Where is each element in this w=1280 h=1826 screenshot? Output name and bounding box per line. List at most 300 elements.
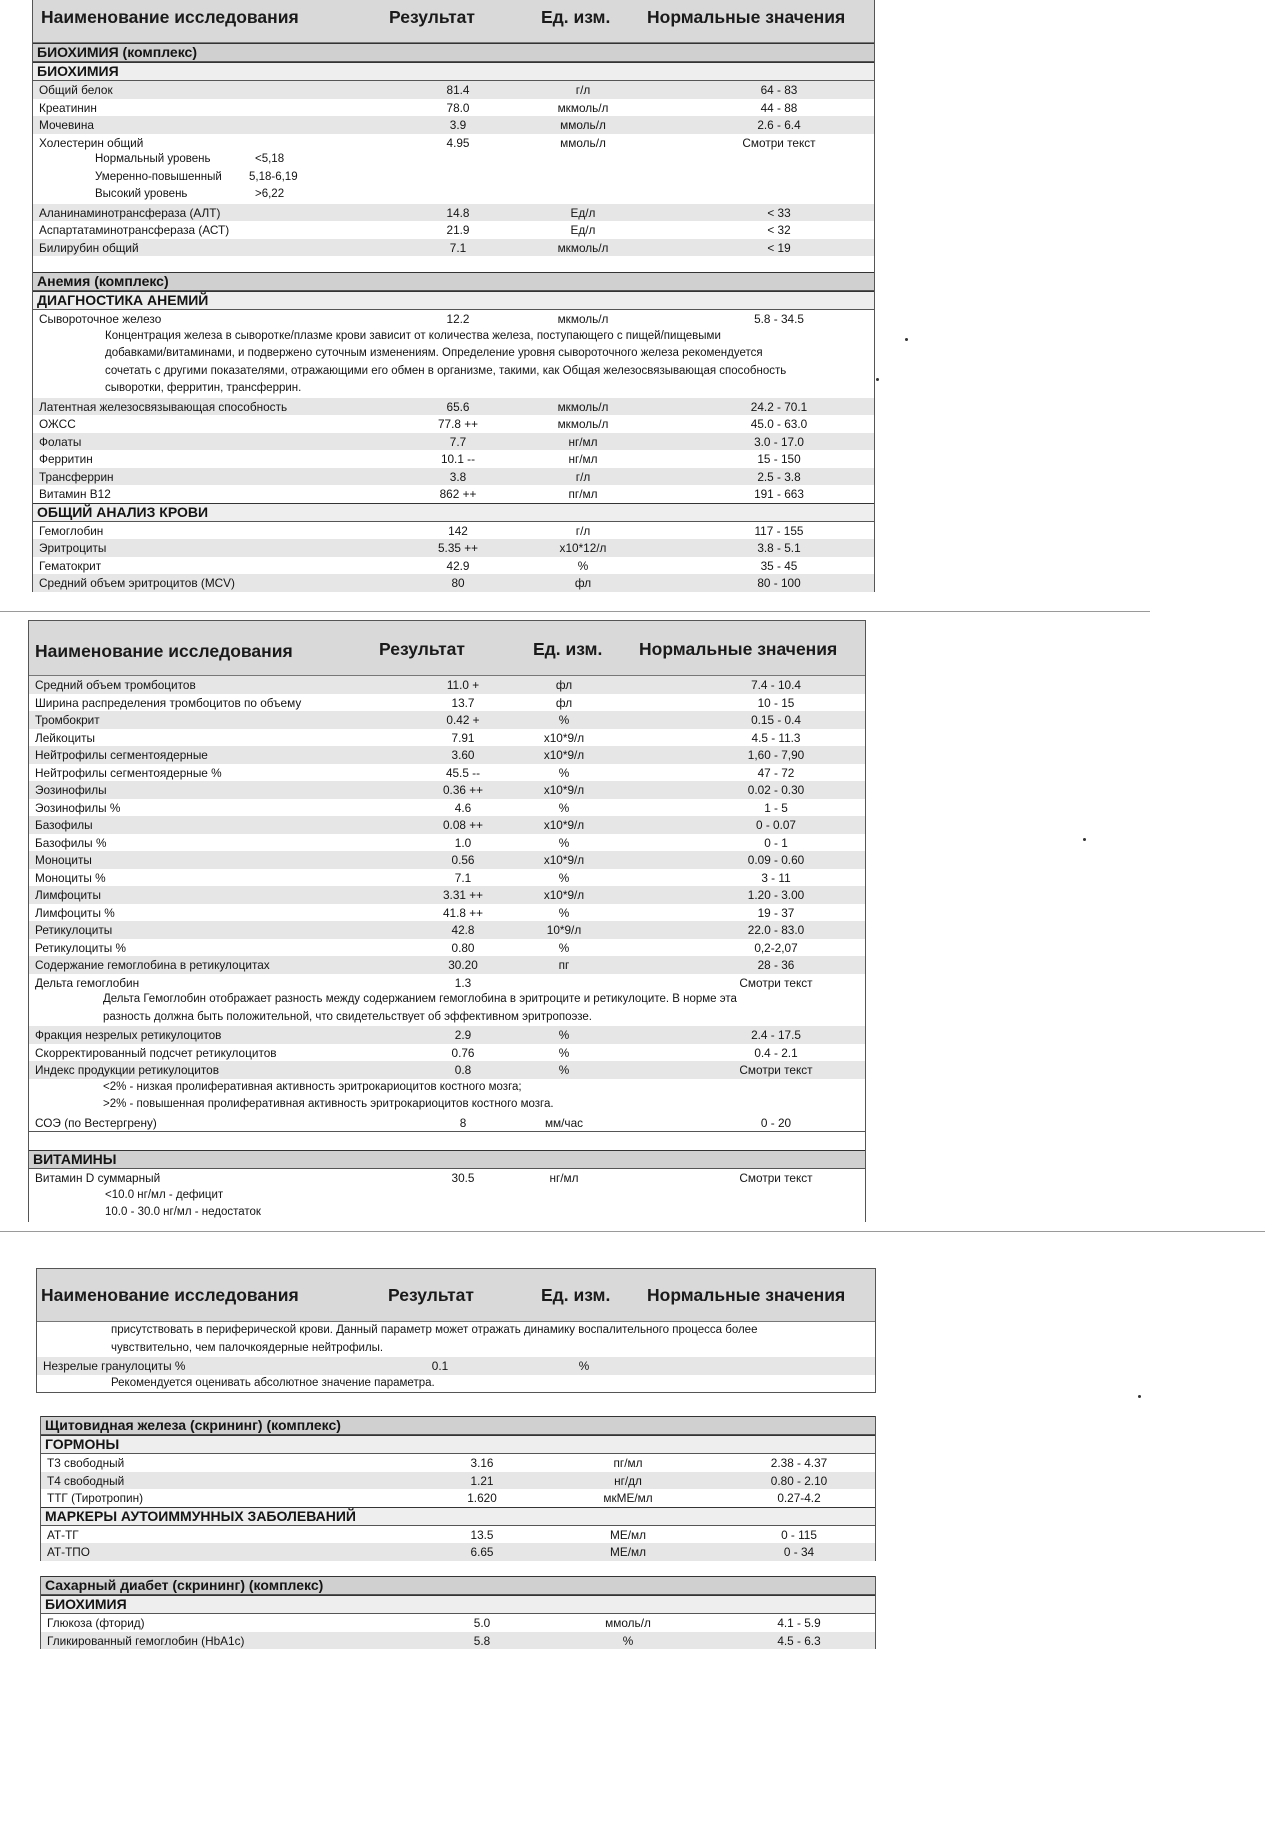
row-result: 3.8: [449, 469, 467, 484]
row-result: 41.8 ++: [442, 905, 484, 920]
row-norm: 4.5 - 6.3: [777, 1633, 821, 1648]
row-result: 5.35 ++: [437, 541, 479, 555]
complex-title: БИОХИМИЯ (комплекс): [33, 43, 874, 62]
table-row: [29, 974, 865, 992]
row-result: 81.4: [446, 83, 470, 97]
row-result: 1.0: [454, 835, 472, 850]
row-name: Моноциты: [35, 853, 92, 867]
row-unit: x10*9/л: [543, 748, 585, 762]
row-unit: %: [558, 1063, 570, 1077]
row-name: СОЭ (по Вестергрену): [35, 1115, 157, 1130]
table-row: [29, 781, 865, 799]
table-row: [33, 433, 874, 451]
table-row: [33, 574, 874, 592]
row-norm: 45.0 - 63.0: [750, 417, 808, 431]
row-norm: 1,60 - 7,90: [747, 748, 805, 762]
table-row: [33, 557, 874, 575]
row-result: 3.60: [451, 748, 475, 762]
row-unit: %: [558, 800, 570, 815]
row-name: Аспартатаминотрансфераза (АСТ): [39, 223, 230, 237]
row-unit: x10*9/л: [543, 730, 585, 745]
chol-level-row: [33, 169, 874, 187]
chol-level-row: [33, 151, 874, 169]
chol-level-label: Умеренно-повышенный: [95, 170, 222, 183]
table-row: [33, 398, 874, 416]
table-row: [33, 81, 874, 99]
note-line: Рекомендуется оценивать абсолютное значение параметра.: [111, 1376, 435, 1389]
section-title: ДИАГНОСТИКА АНЕМИЙ: [33, 291, 874, 310]
table-row: [29, 1114, 865, 1133]
row-name: Ферритин: [39, 452, 93, 466]
ig-intro-note: [37, 1322, 875, 1357]
header-name: Наименование исследования: [41, 7, 299, 27]
complex-title: Анемия (комплекс): [33, 272, 874, 291]
row-unit: 10*9/л: [546, 923, 582, 937]
row-unit: ммоль/л: [605, 1616, 651, 1630]
row-result: 21.9: [446, 223, 470, 237]
row-norm: 4.5 - 11.3: [751, 730, 801, 745]
row-unit: %: [577, 558, 589, 573]
row-unit: мкМЕ/мл: [603, 1491, 653, 1505]
row-name: Скорректированный подсчет ретикулоцитов: [35, 1045, 277, 1060]
table-row: [29, 816, 865, 834]
row-norm: 0 - 0.07: [755, 818, 796, 832]
table-row: [29, 711, 865, 729]
table-row: [29, 764, 865, 782]
row-unit: %: [558, 835, 570, 850]
note-line: присутствовать в периферической крови. Данный параметр может отражать динамику воспалительного процесса более: [111, 1324, 758, 1336]
header-norm: Нормальные значения: [639, 639, 838, 659]
row-name: Витамин D суммарный: [35, 1171, 161, 1185]
row-result: 13.5: [470, 1527, 494, 1542]
header-unit: Ед. изм.: [541, 1285, 611, 1305]
header-name: Наименование исследования: [41, 1285, 299, 1305]
note-line: сочетать с другими показателями, отражающими его обмен в организме, такими, как Общая железосвязывающая способность: [105, 364, 787, 377]
row-norm: 0 - 20: [760, 1115, 792, 1130]
table-row: [33, 134, 874, 152]
rows-container: [33, 398, 874, 503]
row-result: 3.16: [470, 1456, 494, 1470]
row-norm: 0 - 34: [783, 1545, 815, 1559]
row-unit: мкмоль/л: [557, 312, 609, 326]
row-name: Билирубин общий: [39, 240, 139, 255]
row-name: Гематокрит: [39, 558, 102, 573]
delta-note: [29, 991, 865, 1026]
row-unit: %: [622, 1633, 634, 1648]
row-norm: 0.15 - 0.4: [751, 713, 801, 727]
row-result: 1.3: [454, 975, 472, 990]
row-result: 80: [451, 576, 465, 590]
row-unit: ммоль/л: [560, 135, 606, 150]
row-norm: 2.38 - 4.37: [770, 1456, 828, 1470]
row-unit: %: [558, 905, 570, 920]
row-result: 5.0: [473, 1616, 491, 1630]
header-result: Результат: [379, 639, 465, 659]
row-name: АТ-ТПО: [47, 1545, 90, 1559]
section-title: БИОХИМИЯ: [41, 1595, 875, 1614]
row-name: Эритроциты: [39, 541, 107, 555]
row-name: Фолаты: [39, 434, 82, 449]
row-unit: ммоль/л: [560, 118, 606, 132]
row-name: Сывороточное железо: [39, 312, 162, 326]
row-norm: 44 - 88: [760, 100, 798, 115]
row-result: 7.1: [449, 240, 467, 255]
scan-speck: [905, 338, 908, 341]
row-result: 3.31 ++: [442, 888, 484, 902]
row-result: 13.7: [451, 695, 475, 710]
row-norm: < 33: [767, 205, 791, 220]
table-row: [29, 939, 865, 957]
note-line: Дельта Гемоглобин отображает разность между содержанием гемоглобина в эритроците и ретикулоците. В норме эта: [103, 993, 737, 1005]
row-unit: мкмоль/л: [557, 100, 609, 115]
table-row: [33, 485, 874, 503]
complex-title: Сахарный диабет (скрининг) (комплекс): [41, 1576, 875, 1595]
header-unit: Ед. изм.: [533, 639, 603, 659]
row-norm: 5.8 - 34.5: [754, 312, 804, 326]
table-row: [41, 1454, 875, 1472]
row-result: 4.6: [454, 800, 472, 815]
row-name: АТ-ТГ: [47, 1527, 79, 1542]
row-result: 1.21: [470, 1473, 494, 1488]
row-result: 12.2: [446, 312, 470, 326]
row-norm: 0.09 - 0.60: [747, 853, 805, 867]
rows-container: [29, 1026, 865, 1079]
row-unit: пг/мл: [613, 1456, 643, 1470]
table-row: [29, 1169, 865, 1187]
row-unit: нг/дл: [614, 1473, 642, 1488]
row-name: Дельта гемоглобин: [35, 975, 140, 990]
row-name: Моноциты %: [35, 870, 106, 885]
row-norm: 19 - 37: [757, 905, 795, 920]
row-norm: 3.0 - 17.0: [754, 434, 804, 449]
table-row: [29, 921, 865, 939]
row-norm: 22.0 - 83.0: [747, 923, 805, 937]
row-result: 30.20: [448, 958, 478, 972]
row-name: Средний объем тромбоцитов: [35, 678, 196, 692]
row-unit: x10*9/л: [543, 853, 585, 867]
row-result: 30.5: [451, 1171, 475, 1185]
section-title: ГОРМОНЫ: [41, 1435, 875, 1454]
table-row: [33, 522, 874, 540]
row-norm: Смотри текст: [739, 975, 813, 990]
row-name: Холестерин общий: [39, 135, 144, 150]
row-name: Ретикулоциты: [35, 923, 113, 937]
chol-level-label: Нормальный уровень: [95, 153, 211, 165]
row-unit: фл: [555, 695, 573, 710]
header-result: Результат: [389, 7, 475, 27]
row-result: 77.8 ++: [437, 417, 479, 431]
note-line: чувствительно, чем палочкоядерные нейтрофилы.: [111, 1341, 384, 1354]
note-line: разность должна быть положительной, что свидетельствует об эффективном эритропоэзе.: [103, 1010, 592, 1023]
table-row: [41, 1614, 875, 1632]
row-unit: пг/мл: [568, 487, 598, 501]
row-unit: г/л: [575, 83, 591, 97]
row-result: 4.95: [446, 135, 470, 150]
row-name: Глюкоза (фторид): [47, 1616, 145, 1630]
row-result: 7.1: [454, 870, 472, 885]
chol-level-value: <5,18: [255, 153, 285, 165]
note-line: 10.0 - 30.0 нг/мл - недостаток: [105, 1206, 261, 1218]
table-row: [41, 1472, 875, 1490]
ig-note: [37, 1375, 875, 1393]
row-unit: x10*9/л: [543, 818, 585, 832]
row-norm: < 32: [767, 223, 791, 237]
row-result: 14.8: [446, 205, 470, 220]
row-name: Базофилы: [35, 818, 93, 832]
row-name: Т3 свободный: [47, 1456, 125, 1470]
row-norm: 0.27-4.2: [777, 1491, 821, 1505]
table-row: [33, 310, 874, 328]
row-norm: Смотри текст: [742, 135, 816, 150]
table-row: [29, 904, 865, 922]
row-result: 42.8: [451, 923, 475, 937]
row-result: 7.7: [449, 434, 467, 449]
row-result: 11.0 +: [446, 678, 480, 692]
table-row: [29, 869, 865, 887]
rpi-note: [29, 1079, 865, 1114]
table-row: [29, 746, 865, 764]
scan-speck: [1083, 838, 1086, 841]
row-name: Базофилы %: [35, 835, 107, 850]
note-line: Концентрация железа в сыворотке/плазме крови зависит от количества железа, поступающего с пищей/пищевыми: [105, 329, 721, 342]
iron-note: [33, 328, 874, 398]
row-name: Нейтрофилы сегментоядерные %: [35, 765, 222, 780]
section-title: ОБЩИЙ АНАЛИЗ КРОВИ: [33, 503, 874, 522]
header-norm: Нормальные значения: [647, 7, 846, 27]
row-result: 0.42 +: [446, 713, 480, 727]
table-row: [29, 1026, 865, 1044]
rows-container: [33, 204, 874, 257]
section-title: БИОХИМИЯ: [33, 62, 874, 81]
row-unit: %: [558, 940, 570, 955]
table-row: [29, 1061, 865, 1079]
row-name: Ретикулоциты %: [35, 940, 127, 955]
row-unit: фл: [555, 678, 573, 692]
chol-level-value: 5,18-6,19: [249, 170, 298, 183]
table-header: [37, 1269, 875, 1322]
row-unit: мкмоль/л: [557, 417, 609, 431]
row-norm: 0,2-2,07: [754, 940, 798, 955]
chol-level-value: >6,22: [255, 188, 285, 200]
vitd-note: [29, 1187, 865, 1222]
report-page-3: [36, 1268, 876, 1393]
row-unit: МЕ/мл: [610, 1527, 646, 1542]
report-page-2: [28, 620, 866, 1222]
table-row: [29, 851, 865, 869]
row-unit: x10*9/л: [543, 888, 585, 902]
table-row: [29, 886, 865, 904]
row-name: Эозинофилы: [35, 783, 107, 797]
row-unit: мкмоль/л: [557, 240, 609, 255]
table-row: [41, 1632, 875, 1650]
row-norm: 0 - 1: [764, 835, 788, 850]
row-name: ТТГ (Тиротропин): [47, 1491, 144, 1505]
row-name: Креатинин: [39, 100, 97, 115]
table-row: [29, 676, 865, 694]
row-unit: %: [558, 713, 570, 727]
row-name: Незрелые гранулоциты %: [43, 1359, 186, 1373]
row-name: Гемоглобин: [39, 523, 104, 538]
rows-container: [33, 522, 874, 592]
note-line: сыворотки, ферритин, трансферрин.: [105, 382, 302, 394]
rows-container: [41, 1614, 875, 1649]
row-unit: x10*12/л: [559, 541, 607, 555]
row-name: Индекс продукции ретикулоцитов: [35, 1063, 219, 1077]
row-unit: x10*9/л: [543, 783, 585, 797]
row-unit: пг: [558, 958, 570, 972]
row-norm: 117 - 155: [754, 523, 804, 538]
row-result: 10.1 --: [440, 452, 476, 466]
rows-container: [41, 1526, 875, 1561]
row-unit: нг/мл: [568, 434, 598, 449]
row-norm: 0 - 115: [781, 1527, 817, 1542]
row-unit: %: [578, 1359, 590, 1373]
chol-levels: [33, 151, 874, 204]
row-name: Эозинофилы %: [35, 800, 121, 815]
row-norm: 35 - 45: [760, 558, 798, 573]
row-name: Трансферрин: [39, 469, 114, 484]
scan-speck: [876, 378, 879, 381]
row-norm: 0.02 - 0.30: [747, 783, 805, 797]
row-name: Т4 свободный: [47, 1473, 125, 1488]
table-row: [29, 1044, 865, 1062]
row-result: 0.56: [451, 853, 475, 867]
table-header: [29, 621, 865, 676]
row-norm: 1 - 5: [764, 800, 788, 815]
row-result: 65.6: [446, 399, 470, 414]
row-unit: %: [558, 870, 570, 885]
row-result: 3.9: [449, 118, 467, 132]
note-line: добавками/витаминами, и подвержено суточным изменениям. Определение уровня сывороточного железа рекомендуется: [105, 347, 763, 359]
row-name: Мочевина: [39, 118, 94, 132]
row-result: 78.0: [446, 100, 470, 115]
scan-separator: [0, 611, 1150, 612]
row-name: Лимфоциты %: [35, 905, 115, 920]
row-name: Средний объем эритроцитов (MCV): [39, 576, 235, 590]
row-norm: 1.20 - 3.00: [747, 888, 805, 902]
table-row: [29, 729, 865, 747]
row-unit: фл: [574, 576, 592, 590]
table-row: [33, 468, 874, 486]
table-row: [37, 1357, 875, 1375]
table-row: [33, 116, 874, 134]
report-page-1: [32, 0, 875, 592]
note-line: >2% - повышенная пролиферативная активность эритрокариоцитов костного мозга.: [103, 1098, 554, 1110]
rows-container: [41, 1454, 875, 1507]
scan-separator: [0, 1231, 1265, 1232]
table-row: [29, 956, 865, 974]
rows-container: [33, 81, 874, 151]
scan-speck: [1138, 1395, 1141, 1398]
row-unit: %: [558, 1045, 570, 1060]
note-line: <2% - низкая пролиферативная активность эритрокариоцитов костного мозга;: [103, 1080, 522, 1093]
header-name: Наименование исследования: [35, 641, 293, 661]
row-name: Тромбокрит: [35, 713, 100, 727]
table-row: [29, 694, 865, 712]
row-norm: 24.2 - 70.1: [750, 399, 808, 414]
row-unit: г/л: [575, 469, 591, 484]
row-result: 0.1: [431, 1359, 449, 1373]
chol-level-label: Высокий уровень: [95, 188, 188, 200]
row-norm: 2.6 - 6.4: [757, 118, 801, 132]
row-name: ОЖСС: [39, 417, 76, 431]
table-row: [41, 1489, 875, 1507]
row-unit: нг/мл: [549, 1171, 579, 1185]
row-name: Лейкоциты: [35, 730, 95, 745]
row-unit: МЕ/мл: [610, 1545, 646, 1559]
row-result: 0.80: [451, 940, 475, 955]
row-norm: 0.4 - 2.1: [754, 1045, 798, 1060]
row-unit: нг/мл: [568, 452, 598, 466]
table-row: [33, 539, 874, 557]
row-norm: 3 - 11: [761, 870, 791, 885]
table-header: [33, 0, 874, 43]
row-name: Ширина распределения тромбоцитов по объему: [35, 695, 302, 710]
row-unit: %: [558, 1028, 570, 1042]
row-result: 42.9: [446, 558, 470, 573]
row-name: Фракция незрелых ретикулоцитов: [35, 1028, 222, 1042]
row-norm: 191 - 663: [754, 487, 804, 501]
row-result: 5.8: [473, 1633, 491, 1648]
row-result: 0.8: [454, 1063, 472, 1077]
header-unit: Ед. изм.: [541, 7, 611, 27]
row-name: Витамин В12: [39, 487, 111, 501]
table-row: [33, 415, 874, 433]
row-unit: мкмоль/л: [557, 399, 609, 414]
row-name: Общий белок: [39, 83, 113, 97]
row-result: 862 ++: [439, 487, 477, 501]
header-norm: Нормальные значения: [647, 1285, 846, 1305]
row-norm: 64 - 83: [760, 83, 798, 97]
row-norm: < 19: [767, 240, 791, 255]
row-result: 8: [459, 1115, 467, 1130]
table-row: [33, 99, 874, 117]
row-result: 6.65: [470, 1545, 494, 1559]
table-row: [33, 239, 874, 257]
header-result: Результат: [388, 1285, 474, 1305]
row-result: 0.08 ++: [442, 818, 484, 832]
table-row: [29, 834, 865, 852]
row-norm: 3.8 - 5.1: [757, 541, 801, 555]
row-norm: 2.5 - 3.8: [757, 469, 801, 484]
diabetes-block: [40, 1576, 876, 1649]
row-name: Содержание гемоглобина в ретикулоцитах: [35, 958, 270, 972]
row-result: 1.620: [467, 1491, 497, 1505]
row-name: Гликированный гемоглобин (HbA1c): [47, 1633, 245, 1648]
row-unit: г/л: [575, 523, 591, 538]
row-name: Лимфоциты: [35, 888, 101, 902]
row-norm: 0.80 - 2.10: [770, 1473, 828, 1488]
section-title: ВИТАМИНЫ: [29, 1150, 865, 1169]
table-row: [41, 1543, 875, 1561]
row-name: Аланинаминотрансфераза (АЛТ): [39, 205, 221, 220]
row-unit: мм/час: [544, 1115, 584, 1130]
note-line: <10.0 нг/мл - дефицит: [105, 1188, 224, 1201]
row-norm: 15 - 150: [757, 452, 801, 466]
row-norm: 28 - 36: [757, 958, 795, 972]
chol-level-row: [33, 186, 874, 204]
row-result: 142: [448, 523, 468, 538]
row-name: Латентная железосвязывающая способность: [39, 399, 288, 414]
table-row: [29, 799, 865, 817]
table-row: [33, 221, 874, 239]
row-result: 7.91: [451, 730, 475, 745]
row-result: 0.76: [451, 1045, 475, 1060]
row-norm: 2.4 - 17.5: [751, 1028, 801, 1042]
row-unit: %: [558, 765, 570, 780]
row-unit: Ед/л: [570, 205, 596, 220]
row-result: 0.36 ++: [442, 783, 484, 797]
